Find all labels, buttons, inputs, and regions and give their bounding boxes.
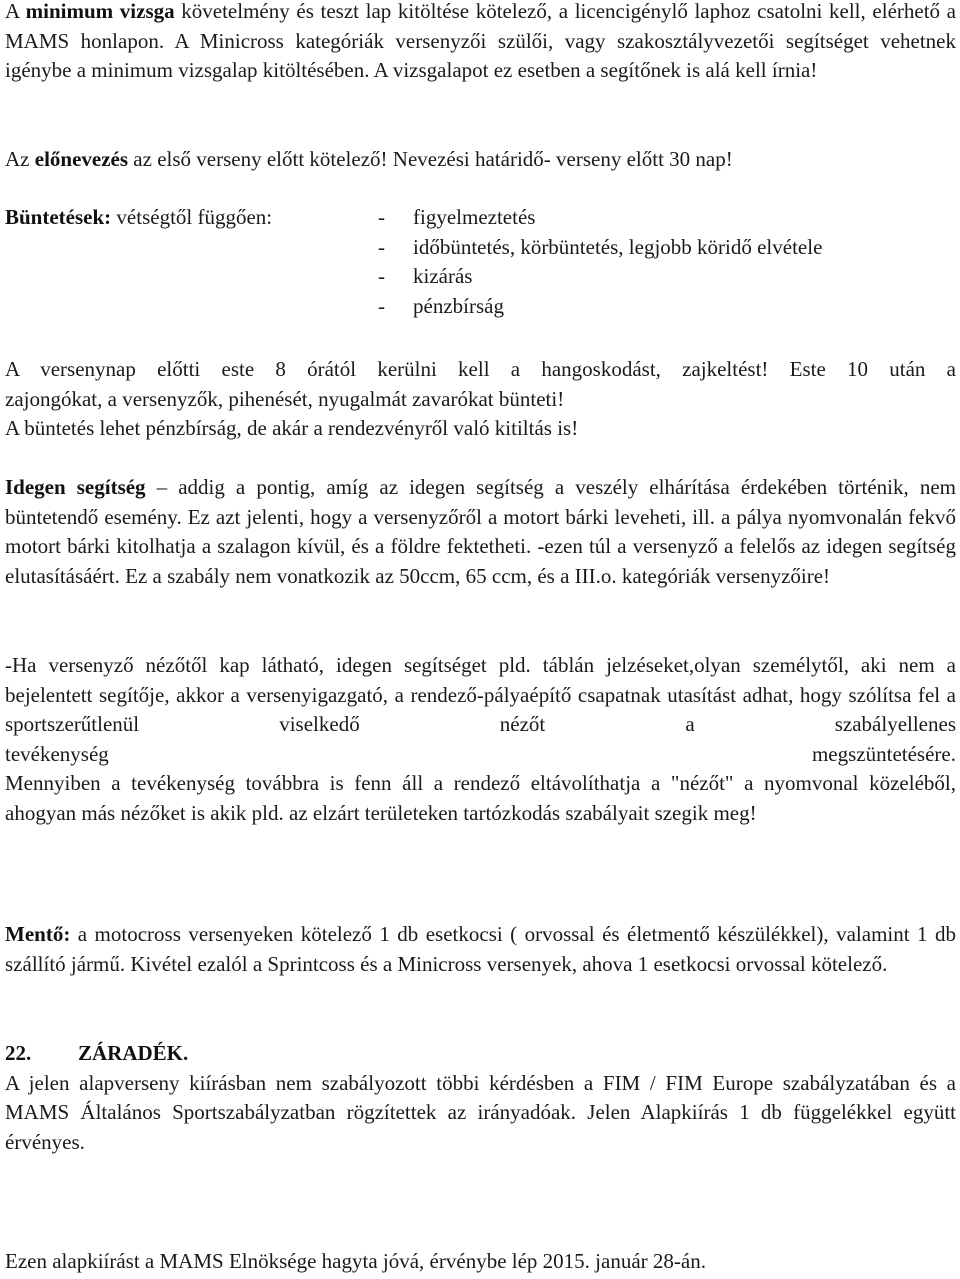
list-item (378, 262, 938, 292)
dash-marker: - (378, 205, 385, 229)
list-item-text: időbüntetés, körbüntetés, legjobb köridő elvétele (413, 234, 823, 259)
dash-marker: - (378, 264, 385, 289)
paragraph-outside-help (5, 473, 956, 591)
text: – addig a pontig, amíg az idegen segítség a veszély elhárítása érdekében történik, nem büntetendő esemény. Ez azt jelenti, hogy a versenyzőről a motort bárki leveheti, ill. a pálya nyomvonalán fekvő motort bárki kitolhatja a szalagon kívül, és a földre fektetheti. -ezen túl a versenyző a felelős az idegen segítség elutasításáért. Ez a szabály nem vonatkozik az 50ccm, 65 ccm, és a III.o. kategóriák versenyzőire! (5, 475, 956, 588)
section-text: A jelen alapverseny kiírásban nem szabályozott többi kérdésben a FIM / FIM Europe szabályzatában és a MAMS Általános Sportszabályzatban rögzítettek az irányadóak. Jelen Alapkiírás 1 db függelékkel együtt érvényes. (5, 1070, 956, 1154)
list-item (378, 203, 938, 233)
dash-marker: - (378, 293, 385, 318)
text: az első verseny előtt kötelező! Nevezési határidő- verseny előtt 30 nap! (128, 147, 733, 171)
text-line: A versenynap előtti este 8 órától kerülni kell a hangoskodást, zajkeltést! Este 10 után a (5, 357, 956, 381)
text-line: zajongókat, a versenyzők, pihenését, nyugalmát zavarókat bünteti! (5, 386, 565, 411)
text: a motocross versenyeken kötelező 1 db esetkocsi ( orvossal és életmentő készülékkel), valamint 1 db szállító jármű. Kivétel ezalól a Sprintcoss és a Minicross versenyek, ahova 1 esetkocsi orvossal kötelező. (5, 922, 956, 976)
penalties-list (378, 203, 938, 321)
bold-term-idegen-segitseg: Idegen segítség (5, 475, 146, 499)
footer-approval: Ezen alapkiírást a MAMS Elnöksége hagyta jóvá, érvénybe lép 2015. január 28-án. (5, 1249, 706, 1273)
text: tevékenység (5, 741, 109, 766)
text-line: Mennyiben a tevékenység továbbra is fenn áll a rendező eltávolíthatja a "nézőt" a nyomvonal közeléből, ahogyan más nézőket is akik pld. az elzárt területeken tartózkodás szabályait szegik meg! (5, 771, 956, 825)
section-22 (5, 1039, 956, 1157)
text: megszüntetésére. (811, 741, 956, 766)
bold-term-elonevezes: előnevezés (34, 147, 129, 171)
paragraph-spectator-help (5, 651, 956, 829)
text: A (5, 0, 26, 23)
bold-term-buntetesek: Büntetések: (5, 205, 112, 229)
bold-term-minimum-vizsga: minimum vizsga (25, 0, 175, 23)
list-item-text: figyelmeztetés (413, 205, 536, 229)
paragraph-minimum-exam (5, 0, 956, 86)
paragraph-pre-registration (5, 145, 956, 175)
text: követelmény és teszt lap kitöltése kötelező, a licencigénylő laphoz csatolni kell, elérhető a MAMS honlapon. A Minicross kategóriák versenyzői szülői, vagy szakosztályvezetői segítséget vehetnek igénybe a minimum vizsgalap kitöltésében. A vizsgalapot ez esetben a segítőnek is alá kell írnia! (5, 0, 956, 83)
text: Az (5, 147, 35, 171)
text: vétségtől függően: (111, 205, 273, 229)
bold-term-mento: Mentő: (5, 922, 71, 946)
paragraph-quiet-hours (5, 355, 956, 444)
list-item-text: kizárás (413, 264, 473, 289)
list-item (378, 233, 938, 263)
text-line: A büntetés lehet pénzbírság, de akár a rendezvényről való kitiltás is! (5, 416, 579, 441)
section-number: 22. (5, 1041, 32, 1065)
paragraph-ambulance (5, 920, 956, 979)
list-item (378, 292, 938, 322)
list-item-text: pénzbírság (413, 293, 504, 318)
text-line-split (5, 740, 956, 770)
section-title: ZÁRADÉK. (78, 1041, 189, 1065)
text-line: -Ha versenyző nézőtől kap látható, idegen segítséget pld. táblán jelzéseket,olyan személytől, aki nem a bejelentett segítője, akkor a versenyigazgató, a rendező-pályaépítő csapatnak utasítást adhat, hogy szólítsa fel a sportszerűtlenül viselkedő nézőt a szabályellenes (5, 653, 956, 737)
penalties-label (5, 203, 272, 233)
dash-marker: - (378, 234, 385, 259)
section-heading (5, 1039, 956, 1069)
